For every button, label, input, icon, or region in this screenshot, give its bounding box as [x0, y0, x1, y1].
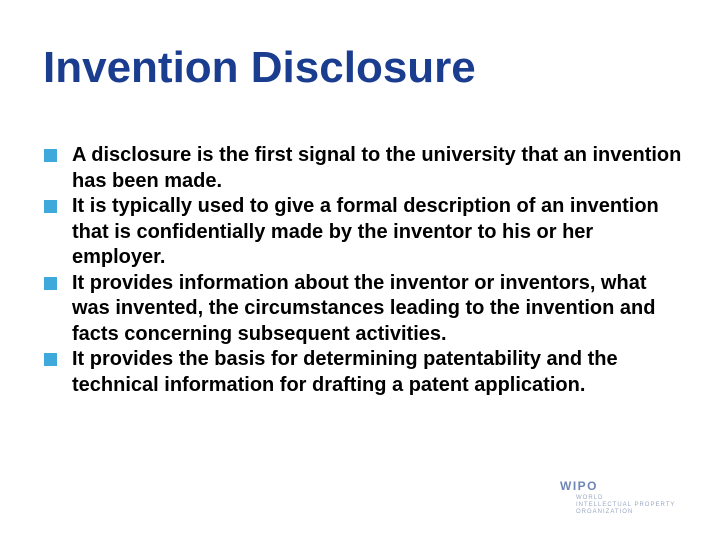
slide-title: Invention Disclosure: [43, 43, 476, 92]
square-bullet-icon: [44, 149, 57, 162]
bullet-item: [44, 347, 684, 398]
logo-line-world: WORLD: [576, 495, 604, 501]
logo-line-organization: ORGANIZATION: [576, 509, 634, 515]
bullet-item: [44, 271, 684, 348]
wipo-logo: [560, 480, 700, 516]
bullet-text: It is typically used to give a formal description of an invention that is confidentially made by the inventor to his or her employer.: [72, 195, 659, 268]
bullet-text: It provides the basis for determining patentability and the technical information for drafting a patent application.: [72, 348, 618, 396]
bullet-text: It provides information about the inventor or inventors, what was invented, the circumstances leading to the invention and facts concerning subsequent activities.: [72, 271, 656, 345]
bullet-item: [44, 194, 684, 271]
logo-line-intellectual-property: INTELLECTUAL PROPERTY: [576, 502, 676, 508]
bullet-text: A disclosure is the first signal to the university that an invention has been made.: [72, 144, 682, 192]
square-bullet-icon: [44, 277, 57, 290]
square-bullet-icon: [44, 353, 57, 366]
bullet-list: [44, 143, 684, 398]
logo-acronym: WIPO: [560, 479, 598, 493]
bullet-item: [44, 143, 684, 194]
square-bullet-icon: [44, 200, 57, 213]
